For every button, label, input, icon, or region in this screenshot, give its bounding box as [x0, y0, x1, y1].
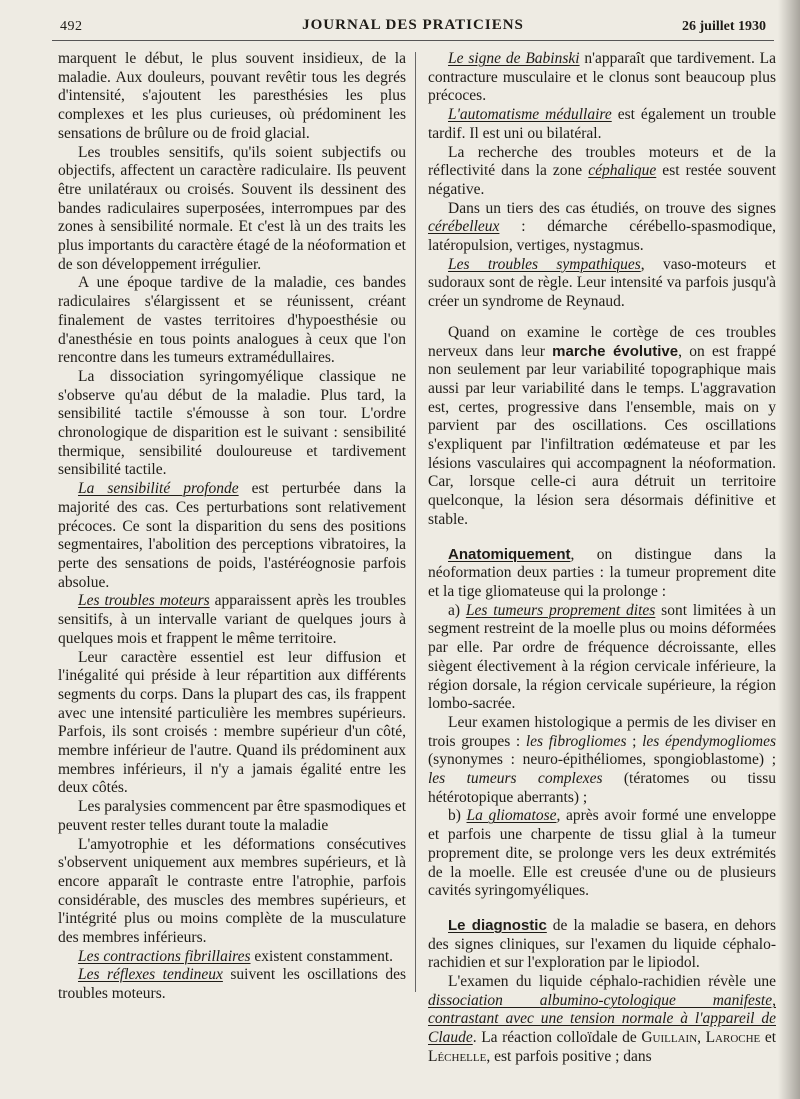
paragraph-text: sont limitées à un segment restreint de la moelle plus ou moins déformées par elle. Par ordre de fréquence décroissante, elles siègent électivement à la région cervicale inférieure, la région dorsale, la région cervicale supérieure, la région lombo-sacrée. — [428, 601, 776, 713]
italic-term: dissociation albumino-cytologique manifeste, contrastant avec une tension normale à l'appareil de Claude — [428, 991, 776, 1047]
paragraph — [428, 106, 776, 143]
italic-term: Les contractions fibrillaires — [78, 947, 251, 965]
journal-title: JOURNAL DES PRATICIENS — [302, 17, 524, 33]
italic-term: Les troubles moteurs — [78, 592, 210, 610]
page-number: 492 — [60, 19, 83, 34]
paragraph — [428, 200, 776, 256]
italic-term: Le signe de Babinski — [448, 50, 580, 67]
paragraph-text: , vaso-moteurs et sudoraux sont de règle. Leur intensité va parfois jusqu'à créer un syndrome de Reynaud. — [428, 255, 776, 311]
paragraph-text: . La réaction colloïdale de — [472, 1029, 642, 1047]
paragraph-text: La recherche des troubles moteurs et de la réflectivité dans la zone — [428, 143, 776, 180]
paragraph-text: (tératomes ou tissu hétérotopique aberrants) ; — [428, 770, 777, 806]
italic-term: céphalique — [588, 162, 657, 180]
paragraph — [428, 144, 776, 200]
paragraph-text: et — [760, 1029, 777, 1047]
paragraph: La dissociation syringomyélique classique ne s'observe qu'au début de la maladie. Plus tard, la sensibilité tactile s'émousse à son tour. L'ordre chronologique de disparition est le suivant : sensibilité thermique, sensibilité douloureuse et tardivement sensibilité tactile. — [58, 367, 406, 479]
paragraph: L'amyotrophie et les déformations consécutives s'observent uniquement aux membres supérieurs, et là encore apparaît le contraste entre l'atrophie, parfois considérable, des muscles des membres supérieurs, et l'intégrité plus ou moins complète de la musculature des membres inférieurs. — [58, 835, 406, 947]
paragraph-text: est perturbée dans la majorité des cas. Ces perturbations sont relativement précoces. Ce sont la disparition du sens des positions segmentaires, l'abolition des perceptions vibratoires, la perte des sensations de poids, l'astéréognosie parfois absolue. — [58, 480, 406, 591]
italic-term: les fibrogliomes — [525, 732, 627, 750]
left-column — [58, 50, 406, 1004]
paragraph — [428, 256, 776, 312]
italic-term: Les troubles sympathiques — [448, 255, 641, 273]
paragraph-text: , on est frappé non seulement par leur variabilité topographique mais aussi par leur variabilité dans le temps. L'aggravation est, certes, progressive dans l'ensemble, mais on y parvient par des oscillations. Ces oscillations s'expliquent par l'infiltration œdémateuse et par les lésions vasculaires qui accompagnent la néoformation. Car, lorsque celle-ci aura détruit un territoire quelconque, la lésion sera désormais définitive et stable. — [428, 342, 776, 528]
paragraph: Leur caractère essentiel est leur diffusion et l'inégalité qui préside à leur répartition aux différents segments du corps. Dans la plupart des cas, ils frappent avec une intensité particulière les membres supérieurs. Parfois, ils sont croisés : membre supérieur d'un côté, membre inférieur de l'autre. Quand ils prédominent aux membres inférieurs, il n'y a jamais égalité entre les deux côtés. — [58, 648, 406, 797]
paragraph-text: n'apparaît que tardivement. La contracture musculaire et le clonus sont beaucoup plus précoces. — [428, 50, 776, 105]
paragraph-text: de la maladie se basera, en dehors des signes cliniques, sur l'examen du liquide céphalo-rachidien et sur l'exploration par le lipiodol. — [428, 916, 776, 972]
section-heading: Anatomiquement — [448, 545, 571, 563]
section-heading: Le diagnostic — [448, 916, 547, 934]
paragraph — [428, 714, 776, 808]
paragraph-text: (synonymes : neuro-épithéliomes, spongioblastome) ; — [428, 751, 776, 769]
paragraph — [58, 480, 406, 592]
italic-term: Les tumeurs proprement dites — [465, 601, 656, 619]
paragraph — [428, 807, 776, 901]
paragraph — [428, 917, 776, 973]
paragraph — [428, 602, 776, 714]
paragraph-text: est restée souvent négative. — [428, 162, 777, 198]
paragraph-text: , après avoir formé une enveloppe et parfois une charpente de tissu glial à la tumeur proprement dite, se prolonge vers les deux extrémités de la moelle. Elle est creusée d'une ou de plusieurs cavités syringomyéliques. — [428, 807, 776, 900]
paragraph-text: , est parfois positive ; dans — [486, 1047, 652, 1065]
italic-term: cérébelleux — [428, 218, 500, 236]
paragraph — [428, 973, 776, 1067]
paragraph-text: Quand on examine le cortège de ces troubles nerveux dans leur — [428, 323, 776, 360]
italic-term: L'automatisme médullaire — [448, 106, 612, 124]
italic-term: Les réflexes tendineux — [78, 966, 223, 984]
author-name: Léchelle — [428, 1047, 487, 1065]
bold-term: marche évolutive — [552, 342, 679, 360]
italic-term: les tumeurs complexes — [428, 770, 603, 788]
paragraph-text: , — [697, 1029, 706, 1047]
author-name: Guillain — [641, 1029, 698, 1047]
paragraph-text: Dans un tiers des cas étudiés, on trouve des signes — [448, 199, 776, 217]
italic-term: La gliomatose — [466, 807, 557, 825]
paragraph-text: existent constamment. — [250, 947, 393, 965]
paragraph: marquent le début, le plus souvent insidieux, de la maladie. Aux douleurs, pouvant revêtir tous les degrés d'intensité, s'ajoutent les paresthésies les plus complexes et les plus curieuses, où prédominent les sensations de brûlure ou de froid glacial. — [58, 50, 406, 142]
issue-date: 26 juillet 1930 — [682, 19, 766, 34]
paragraph-text: suivent les oscillations des troubles moteurs. — [58, 966, 406, 1003]
paragraph-text: apparaissent après les troubles sensitifs, à un intervalle variant de quelques jours à quelques mois et frappent le même territoire. — [58, 592, 406, 647]
paragraph: Les troubles sensitifs, qu'ils soient subjectifs ou objectifs, affectent un caractère radiculaire. Ils peuvent être unilatéraux ou croisés. Souvent ils dessinent des bandes radiculaires superposées, interrompues par des zones à sensibilité normale. Et c'est là un des traits les plus importants du caractère étagé de la néoformation et de son développement irrégulier. — [58, 143, 406, 273]
paragraph-text: , on distingue dans la néoformation deux parties : la tumeur proprement dite et la tige gliomateuse qui la prolonge : — [428, 545, 776, 600]
paragraph — [58, 948, 406, 967]
paragraph-text: Leur examen histologique a permis de les diviser en trois groupes : — [428, 713, 776, 750]
paragraph — [58, 966, 406, 1003]
paragraph-text: ; — [626, 732, 643, 750]
paragraph — [58, 592, 406, 648]
paragraph — [428, 50, 776, 106]
italic-term: les épendymogliomes — [642, 732, 777, 750]
author-name: Laroche — [705, 1029, 761, 1047]
column-divider — [415, 52, 416, 992]
list-marker: b) — [448, 807, 467, 825]
paragraph-text: L'examen du liquide céphalo-rachidien révèle une — [448, 973, 776, 991]
paragraph — [428, 546, 776, 602]
paragraph — [428, 324, 776, 530]
list-marker: a) — [448, 601, 466, 619]
paragraph: Les paralysies commencent par être spasmodiques et peuvent rester telles durant toute la maladie — [58, 798, 406, 834]
page-header — [52, 14, 774, 41]
paragraph-text: : démarche cérébello-spasmodique, latéropulsion, vertiges, nystagmus. — [428, 218, 776, 255]
paragraph: A une époque tardive de la maladie, ces bandes radiculaires s'élargissent et se réunissent, créant finalement de vastes territoires d'hypoesthésie ou d'anesthésie en tous points analogues à ceux que l'on rencontre dans les tumeurs extramédullaires. — [58, 274, 406, 367]
italic-term: La sensibilité profonde — [78, 480, 239, 498]
paragraph-text: est également un trouble tardif. Il est uni ou bilatéral. — [428, 106, 777, 142]
right-column — [428, 50, 776, 1067]
